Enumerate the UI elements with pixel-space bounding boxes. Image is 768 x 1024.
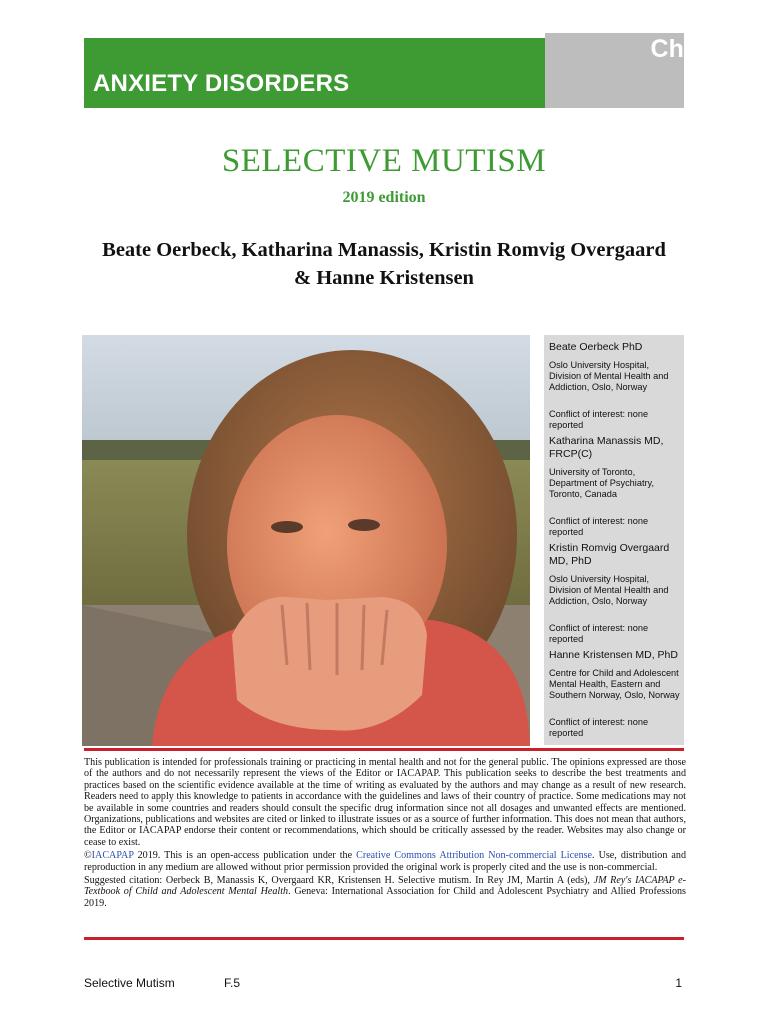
citation-part: . Geneva: International Association for Child and Adolescent Psychiatry and Allied Professions 2019. bbox=[84, 886, 686, 909]
authors-line-1: Beate Oerbeck, Katharina Manassis, Kristin Romvig Overgaard bbox=[102, 239, 666, 261]
author-entry-kristensen bbox=[549, 649, 680, 739]
author-name: Kristin Romvig Overgaard MD, PhD bbox=[549, 542, 670, 567]
chapter-label: Chapter bbox=[650, 35, 745, 63]
authors-line-2: & Hanne Kristensen bbox=[294, 267, 474, 289]
section-title: ANXIETY DISORDERS bbox=[93, 70, 350, 97]
author-entry-overgaard bbox=[549, 542, 680, 645]
author-conflict: Conflict of interest: none reported bbox=[549, 623, 649, 644]
author-conflict: Conflict of interest: none reported bbox=[549, 516, 649, 537]
author-entry-oerbeck bbox=[549, 341, 680, 431]
author-affiliation: Oslo University Hospital, Division of Mental Health and Addiction, Oslo, Norway bbox=[549, 360, 669, 392]
author-entry-manassis bbox=[549, 435, 680, 538]
disclaimer-block bbox=[84, 757, 686, 911]
author-name: Beate Oerbeck PhD bbox=[549, 341, 643, 353]
chapter-number: F.5 bbox=[704, 68, 745, 101]
author-conflict: Conflict of interest: none reported bbox=[549, 409, 649, 430]
author-conflict: Conflict of interest: none reported bbox=[549, 717, 649, 738]
divider-bottom bbox=[84, 937, 684, 940]
author-name: Katharina Manassis MD, FRCP(C) bbox=[549, 435, 664, 460]
author-affiliation: Oslo University Hospital, Division of Mental Health and Addiction, Oslo, Norway bbox=[549, 574, 669, 606]
copyright-text-part: . Use, distribution and reproduction in any medium are allowed without prior permission provided the original work is properly cited and the use is non-commercial. bbox=[84, 850, 687, 873]
author-affiliation: University of Toronto, Department of Psychiatry, Toronto, Canada bbox=[549, 467, 655, 499]
copyright-text-part: 2019. This is an open-access publication under the bbox=[133, 850, 357, 862]
disclaimer-text: This publication is intended for professionals training or practicing in mental health and not for the general public. The opinions expressed are those of the authors and do not necessarily represent the views of the Editor or IACAPAP. This publication seeks to describe the best treatments and practices based on the scientific evidence available at the time of writing as evaluated by the authors and may change as a result of new research. Readers need to apply this knowledge to patients in accordance with the guidelines and laws of their country of practice. Some medications may not be available in some countries and readers should consult the specific drug information since not all dosages and unwanted effects are mentioned. Organizations, publications and websites are cited or linked to illustrate issues or as a source of further information. This does not mean that authors, the Editor or IACAPAP endorse their content or recommendations, which should be critically assessed by the reader. Websites may also change or cease to exist. bbox=[84, 757, 686, 848]
copyright-text bbox=[84, 850, 686, 873]
citation-book-title: JM Rey's IACAPAP e-Textbook of Child and Adolescent Mental Health bbox=[84, 875, 687, 898]
girl-covering-mouth-photo bbox=[82, 335, 530, 746]
iacapap-link[interactable]: IACAPAP bbox=[91, 850, 134, 862]
divider-top bbox=[84, 748, 684, 751]
footer-chapter: F.5 bbox=[224, 976, 241, 990]
license-link[interactable]: Creative Commons Attribution Non-commercial License bbox=[356, 850, 593, 862]
copyright-symbol: © bbox=[84, 850, 92, 862]
citation-text bbox=[84, 875, 686, 909]
author-sidebar bbox=[544, 335, 684, 745]
page-title: SELECTIVE MUTISM bbox=[221, 143, 547, 179]
footer-title: Selective Mutism bbox=[84, 976, 175, 990]
page-number: 1 bbox=[675, 976, 682, 990]
citation-part: Suggested citation: Oerbeck B, Manassis K, Overgaard KR, Kristensen H. Selective mutism. In Rey JM, Martin A (eds), bbox=[84, 875, 594, 887]
author-affiliation: Centre for Child and Adolescent Mental Health, Eastern and Southern Norway, Oslo, Norway bbox=[549, 668, 680, 700]
cover-photo bbox=[82, 335, 530, 746]
author-name: Hanne Kristensen MD, PhD bbox=[549, 649, 678, 661]
authors bbox=[60, 236, 708, 292]
edition-label: 2019 edition bbox=[342, 189, 426, 206]
